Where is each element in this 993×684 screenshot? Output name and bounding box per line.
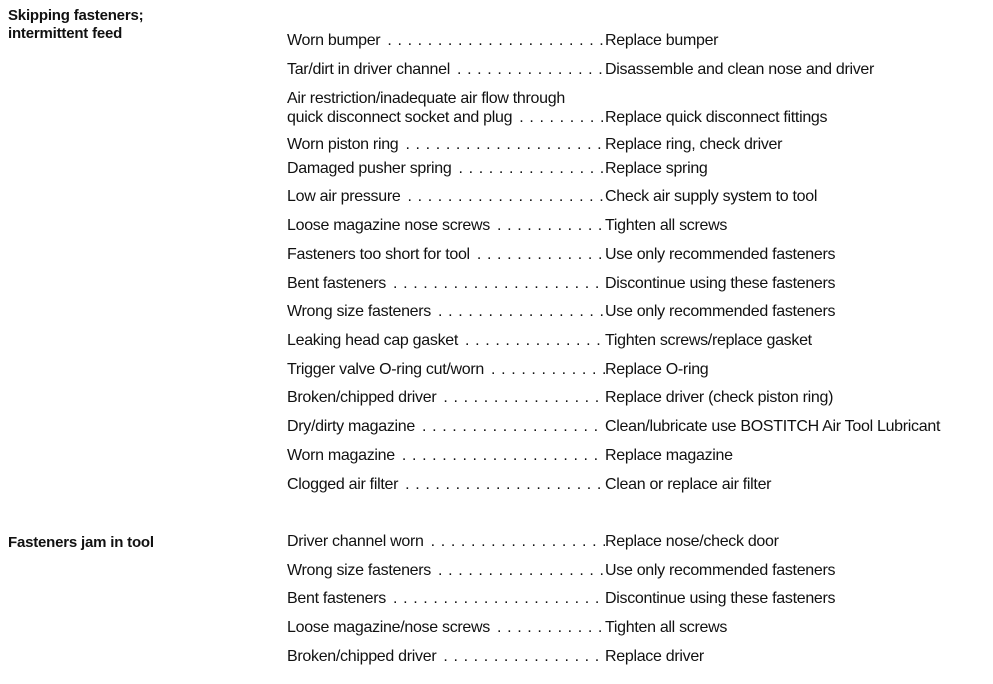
table-row	[287, 89, 987, 127]
cause-cell: Driver channel worn . . .	[287, 532, 605, 552]
cause-cell: Bent fasteners . . .	[287, 589, 605, 609]
cause-cell: Loose magazine nose screws . . .	[287, 216, 605, 236]
remedy-cell: Clean or replace air filter	[605, 476, 772, 493]
table-row	[287, 589, 987, 609]
table-row	[287, 159, 987, 179]
remedy-cell: Disassemble and clean nose and driver	[605, 61, 875, 78]
cause-cell: Fasteners too short for tool . . .	[287, 245, 605, 265]
remedy-cell: Tighten all screws	[605, 217, 728, 234]
remedy-cell: Clean/lubricate use BOSTITCH Air Tool Lubricant	[605, 418, 941, 435]
cause-cell: Broken/chipped driver . . .	[287, 388, 605, 408]
cause-cell: Tar/dirt in driver channel . . .	[287, 60, 605, 80]
table-row	[287, 274, 987, 294]
remedy-cell: Replace driver (check piston ring)	[605, 389, 834, 406]
table-row	[287, 60, 987, 80]
remedy-cell: Tighten screws/replace gasket	[605, 332, 812, 349]
remedy-cell: Tighten all screws	[605, 619, 728, 636]
cause-cell: quick disconnect socket and plug . . .	[287, 108, 605, 127]
remedy-cell: Replace magazine	[605, 447, 733, 464]
section-title-jam: Fasteners jam in tool	[8, 534, 154, 551]
remedy-cell: Replace nose/check door	[605, 533, 779, 550]
table-row	[287, 360, 987, 380]
table-row	[287, 245, 987, 265]
cause-cell-line1: Air restriction/inadequate air flow through	[287, 90, 565, 107]
cause-cell: Loose magazine/nose screws . . .	[287, 618, 605, 638]
cause-cell: Wrong size fasteners . . .	[287, 561, 605, 581]
remedy-cell: Check air supply system to tool	[605, 188, 818, 205]
table-row	[287, 475, 987, 495]
cause-cell: Worn magazine . . .	[287, 446, 605, 466]
cause-cell: Clogged air filter . . .	[287, 475, 605, 495]
table-row	[287, 417, 987, 437]
table-row	[287, 618, 987, 638]
remedy-cell: Replace spring	[605, 160, 708, 177]
table-row	[287, 561, 987, 581]
cause-cell: Trigger valve O-ring cut/worn . . .	[287, 360, 605, 380]
cause-cell: Broken/chipped driver . . .	[287, 647, 605, 667]
table-row	[287, 331, 987, 351]
cause-cell: Damaged pusher spring . . .	[287, 159, 605, 179]
cause-cell: Worn bumper . . .	[287, 31, 605, 51]
remedy-cell: Replace bumper	[605, 32, 719, 49]
table-row	[287, 532, 987, 552]
remedy-cell: Replace driver	[605, 648, 704, 665]
remedy-cell: Replace ring, check driver	[605, 136, 783, 153]
remedy-cell: Discontinue using these fasteners	[605, 275, 836, 292]
cause-cell: Dry/dirty magazine . . .	[287, 417, 605, 437]
remedy-cell: Use only recommended fasteners	[605, 246, 836, 263]
table-row	[287, 135, 987, 155]
section-title-skipping: Skipping fasteners; intermittent feed	[8, 7, 144, 42]
cause-cell: Bent fasteners . . .	[287, 274, 605, 294]
remedy-cell: Use only recommended fasteners	[605, 562, 836, 579]
remedy-cell: Discontinue using these fasteners	[605, 590, 836, 607]
table-row	[287, 446, 987, 466]
remedy-cell: Use only recommended fasteners	[605, 303, 836, 320]
cause-cell: Worn piston ring . . .	[287, 135, 605, 155]
remedy-cell: Replace quick disconnect fittings	[605, 109, 828, 126]
cause-cell: Leaking head cap gasket . . .	[287, 331, 605, 351]
remedy-cell: Replace O-ring	[605, 361, 709, 378]
table-row	[287, 216, 987, 236]
cause-cell: Wrong size fasteners . . .	[287, 302, 605, 322]
table-row	[287, 647, 987, 667]
table-row	[287, 302, 987, 322]
table-row	[287, 187, 987, 207]
table-row	[287, 388, 987, 408]
table-row	[287, 31, 987, 51]
cause-cell: Low air pressure . . .	[287, 187, 605, 207]
